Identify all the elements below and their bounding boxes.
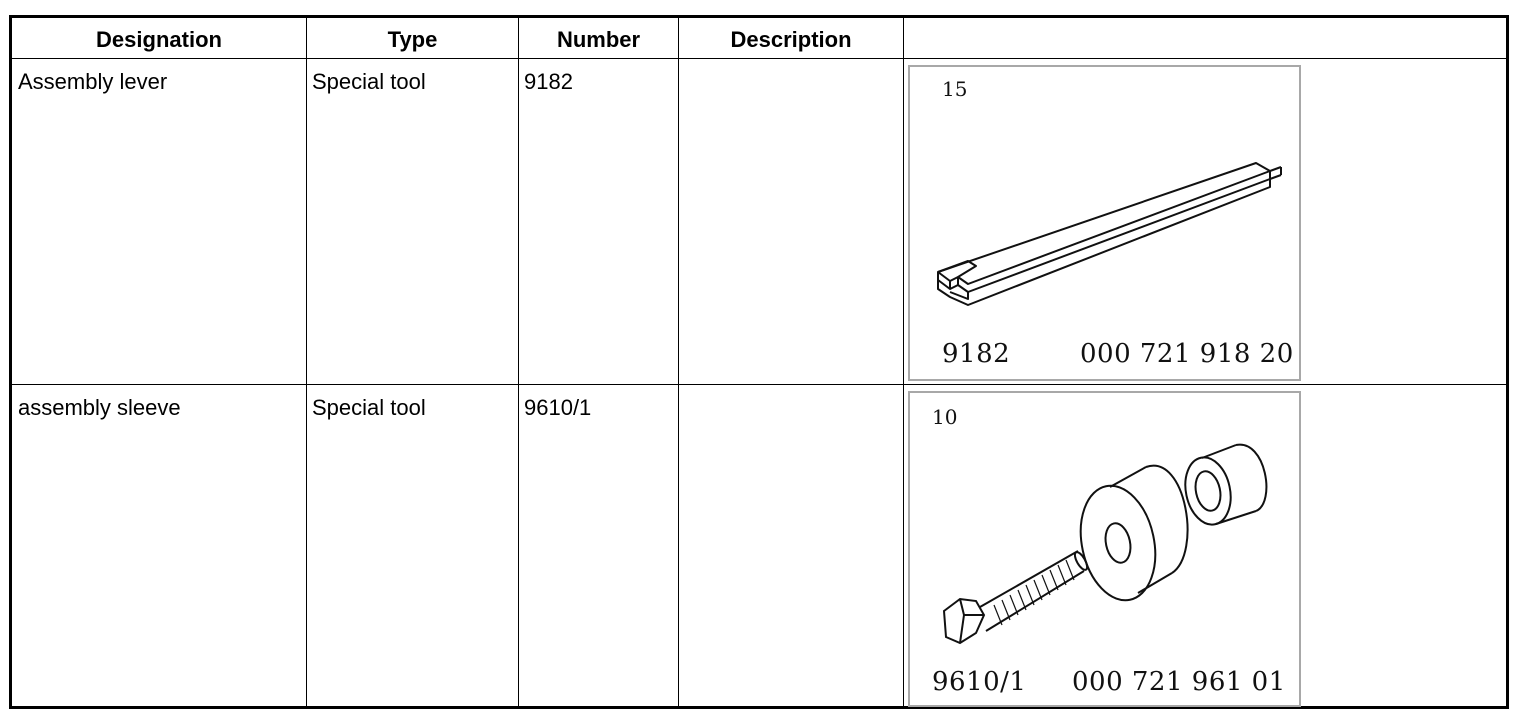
row1-figure-quantity: 15 [942, 77, 968, 101]
row2-figure [908, 391, 1301, 707]
row1-figure-tool-number: 9182 [942, 339, 1011, 369]
row2-type: Special tool [312, 395, 426, 420]
row1-designation: Assembly lever [18, 69, 168, 94]
header-divider [12, 58, 1506, 59]
row2-figure-tool-number: 9610/1 [932, 667, 1027, 697]
row-divider [12, 384, 1506, 385]
assembly-lever-icon [910, 67, 1299, 379]
row1-figure-part-number: 000 721 918 20 [1080, 339, 1294, 369]
row2-figure-part-number: 000 721 961 01 [1072, 667, 1286, 697]
header-number: Number [556, 27, 641, 52]
row2-number: 9610/1 [524, 395, 592, 420]
header-figure [904, 23, 1504, 57]
header-description: Description [730, 27, 852, 52]
row1-type: Special tool [312, 69, 426, 94]
header-designation: Designation [96, 27, 222, 52]
column-divider [903, 18, 904, 706]
column-divider [678, 18, 679, 706]
assembly-sleeve-icon [910, 393, 1299, 705]
row2-designation: assembly sleeve [18, 395, 181, 420]
special-tools-table [9, 15, 1509, 709]
column-divider [518, 18, 519, 706]
row1-figure [908, 65, 1301, 381]
row1-number: 9182 [524, 69, 573, 94]
column-divider [306, 18, 307, 706]
row2-figure-quantity: 10 [932, 405, 958, 429]
header-type: Type [387, 27, 438, 52]
